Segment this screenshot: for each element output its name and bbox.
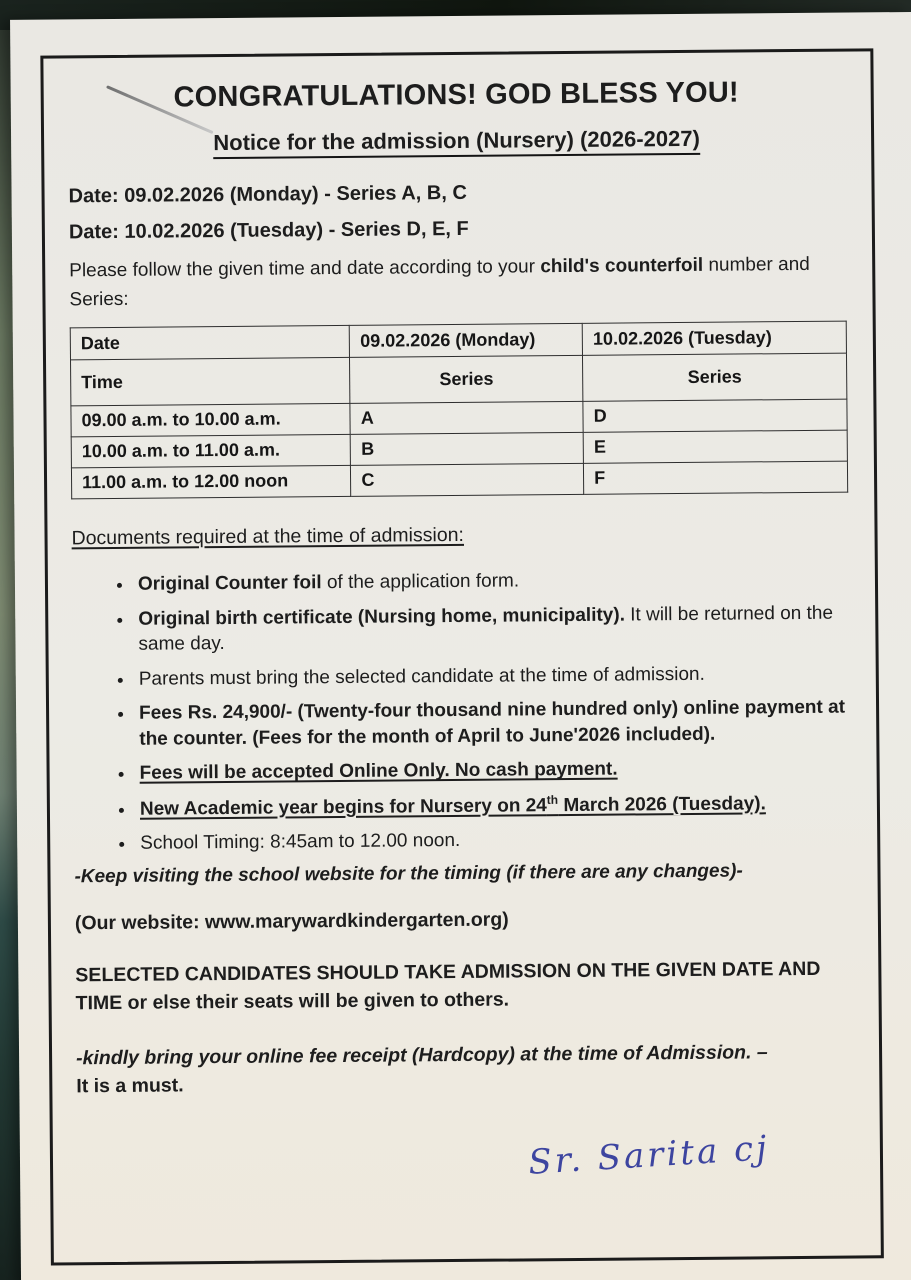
notice-title: CONGRATULATIONS! GOD BLESS YOU!: [173, 76, 739, 114]
header-time-label: Time: [71, 357, 351, 405]
time-slot: 10.00 a.m. to 11.00 a.m.: [71, 434, 351, 467]
series-monday-value: B: [351, 432, 584, 465]
table-header-row-series: [71, 353, 847, 406]
intro-paragraph: [69, 250, 846, 316]
intro-part1: Please follow the given time and date according to your: [69, 256, 541, 282]
academic-year-part2: March 2026 (Tuesday).: [558, 792, 766, 816]
receipt-note-italic: -kindly bring your online fee receipt (Hardcopy) at the time of Admission. –: [75, 1040, 768, 1069]
receipt-note: [76, 1037, 853, 1100]
list-item-online-only: [136, 755, 851, 787]
series-tuesday-value: D: [583, 399, 847, 432]
website-line: (Our website: www.marywardkindergarten.org): [74, 908, 509, 935]
signature: Sr. Sarita cj: [527, 1128, 771, 1184]
series-tuesday-value: E: [583, 430, 847, 463]
timing-note: -Keep visiting the school website for the timing (if there are any changes)-: [74, 860, 743, 888]
time-slot: 11.00 a.m. to 12.00 noon: [71, 465, 351, 498]
header-tuesday-date: 10.02.2026 (Tuesday): [582, 321, 846, 355]
notice-border-frame: [40, 48, 884, 1265]
series-monday-value: A: [350, 401, 583, 434]
series-monday-value: C: [351, 463, 584, 496]
bullet-text: of the application form.: [321, 570, 520, 594]
academic-year-part1: New Academic year begins for Nursery on 24: [139, 794, 547, 820]
receipt-note-plain: It is a must.: [76, 1074, 184, 1098]
list-item-counterfoil: [134, 565, 849, 597]
date-line-2: Date: 10.02.2026 (Tuesday) - Series D, E, F: [68, 217, 469, 244]
list-item-fees: [135, 695, 850, 752]
documents-list: [72, 565, 851, 856]
list-item-academic-year: [136, 790, 851, 822]
documents-heading-text: Documents required at the time of admission:: [71, 523, 465, 550]
header-date-label: Date: [70, 325, 350, 359]
bullet-text: Parents must bring the selected candidate at the time of admission.: [138, 663, 705, 690]
schedule-table: [70, 320, 848, 499]
bullet-underline-text: Fees will be accepted Online Only. No cash payment.: [139, 759, 618, 785]
date-line-1: Date: 09.02.2026 (Monday) - Series A, B, C: [68, 181, 467, 208]
bullet-bold-text: Fees Rs. 24,900/- (Twenty-four thousand nine hundred only) online payment at the counter. (Fees for the month of April to June'2026 included).: [139, 697, 846, 750]
time-slot: 09.00 a.m. to 10.00 a.m.: [71, 403, 351, 436]
notice-subtitle-text: Notice for the admission (Nursery) (2026-2027): [213, 126, 700, 159]
series-tuesday-value: F: [584, 461, 848, 494]
header-series-tuesday: Series: [583, 353, 847, 401]
bullet-bold-text: Original Counter foil: [137, 572, 322, 595]
notice-paper: [10, 12, 911, 1280]
bullet-underline-text: [140, 793, 766, 819]
ordinal-suffix: th: [546, 792, 559, 807]
header-monday-date: 09.02.2026 (Monday): [350, 323, 583, 357]
table-row: [71, 461, 847, 499]
documents-heading: [71, 520, 848, 550]
list-item-school-timing: [136, 825, 851, 857]
header-series-monday: Series: [350, 355, 583, 403]
bullet-text: It will be returned on the same day.: [138, 602, 834, 655]
list-item-birth-certificate: [134, 600, 849, 657]
bullet-bold-text: Original birth certificate (Nursing home, municipality).: [138, 604, 626, 630]
intro-part2: number and Series:: [69, 253, 810, 311]
selected-candidates-notice: SELECTED CANDIDATES SHOULD TAKE ADMISSION ON THE GIVEN DATE AND TIME or else their seats will be given to others.: [75, 957, 821, 1015]
notice-subtitle: [68, 125, 845, 158]
intro-bold: child's counterfoil: [540, 254, 704, 278]
list-item-parents: [135, 660, 850, 692]
bullet-text: School Timing: 8:45am to 12.00 noon.: [140, 830, 461, 855]
